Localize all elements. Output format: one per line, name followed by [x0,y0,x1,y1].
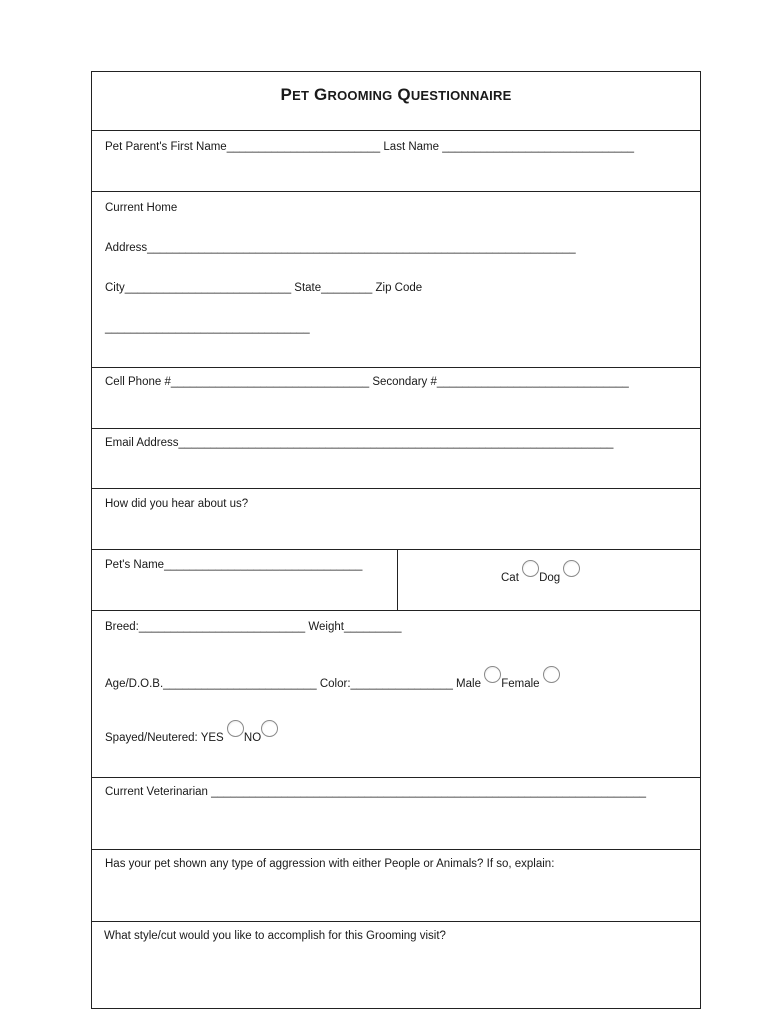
city-state-zip-field[interactable]: City__________________________ State________ Zip Code [105,282,423,294]
pet-details-row [92,611,700,778]
questionnaire-form [91,71,701,1009]
cat-label: Cat [501,572,519,584]
parent-name-field[interactable]: Pet Parent's First Name________________________ Last Name ______________________________ [105,141,635,153]
pet-name-row [92,550,700,611]
no-label: NO [243,732,262,744]
email-field[interactable]: Email Address____________________________________________________________________ [105,437,614,449]
age-color-field[interactable]: Age/D.O.B.________________________ Color:________________ Male [105,678,481,690]
zip-code-blank[interactable]: ________________________________ [105,322,310,334]
referral-row [92,489,700,550]
referral-question[interactable]: How did you hear about us? [105,498,249,510]
spayed-line [105,720,278,747]
aggression-row [92,850,700,922]
female-label: Female [501,678,540,690]
pet-name-field[interactable]: Pet's Name_______________________________ [105,559,363,571]
aggression-question[interactable]: Has your pet shown any type of aggression with either People or Animals? If so, explain: [105,858,555,870]
phone-fields[interactable]: Cell Phone #_______________________________ Secondary #______________________________ [105,376,629,388]
dog-radio[interactable] [563,560,580,577]
age-color-sex-line [105,666,560,693]
vet-row [92,778,700,850]
form-title: PET GROOMING QUESTIONNAIRE [280,85,512,104]
column-divider [397,550,398,610]
dog-label: Dog [539,572,561,584]
style-row [92,922,700,1008]
breed-weight-field[interactable]: Breed:__________________________ Weight_________ [105,621,402,633]
species-options [501,560,580,587]
veterinarian-field[interactable]: Current Veterinarian ____________________________________________________________________ [105,786,647,798]
current-home-heading: Current Home [105,202,178,214]
female-radio[interactable] [543,666,560,683]
address-field[interactable]: Address___________________________________________________________________ [105,242,576,254]
cat-radio[interactable] [522,560,539,577]
spayed-no-radio[interactable] [261,720,278,737]
spayed-label: Spayed/Neutered: YES [105,732,224,744]
spayed-yes-radio[interactable] [227,720,244,737]
style-cut-question[interactable]: What style/cut would you like to accomplish for this Grooming visit? [104,930,446,942]
male-radio[interactable] [484,666,501,683]
home-row [92,192,700,368]
phone-row [92,368,700,429]
email-row [92,429,700,489]
parent-name-row [92,131,700,192]
title-row [92,72,700,131]
